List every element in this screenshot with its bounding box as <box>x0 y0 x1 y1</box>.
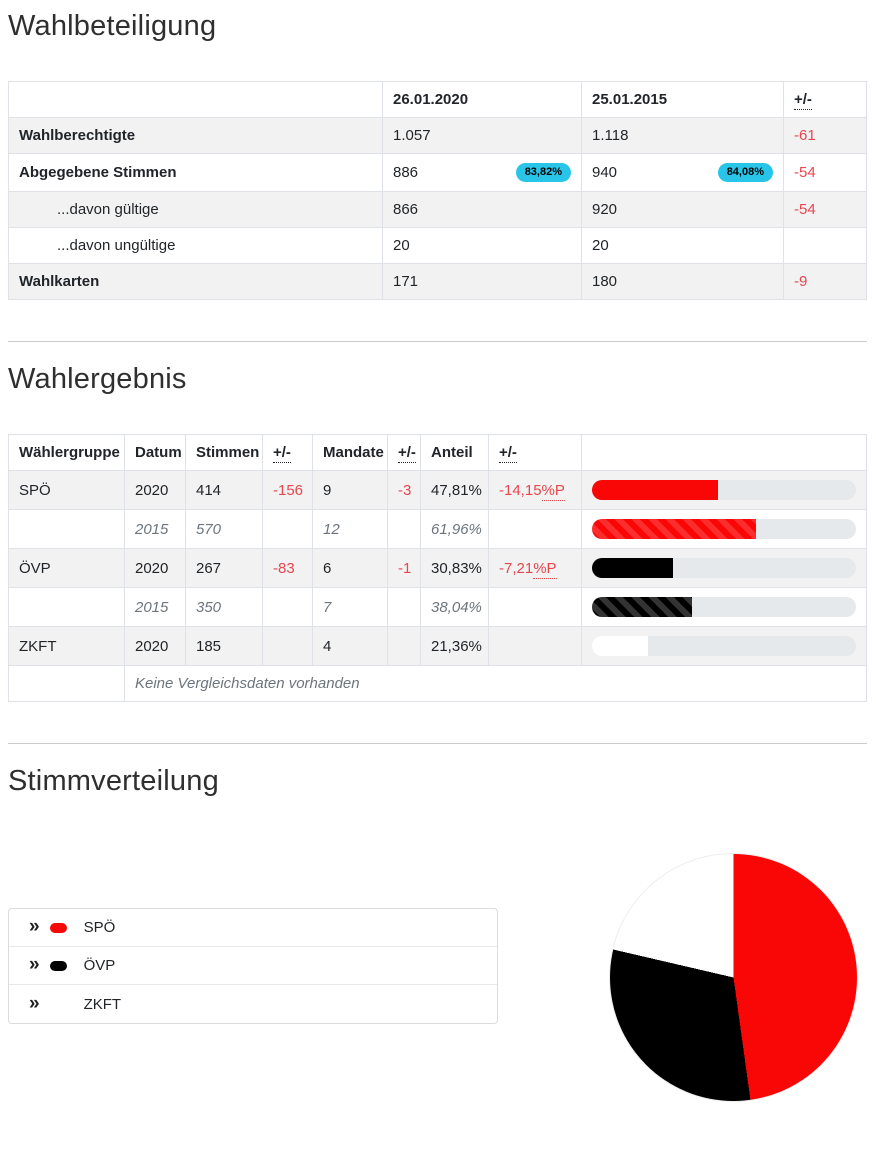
turnout-header-diff <box>784 82 867 118</box>
anteil: 21,36% <box>421 627 489 666</box>
stimmen: 414 <box>186 471 263 510</box>
value-2020: 866 <box>383 192 582 228</box>
table-row-wahlkarten <box>9 264 867 300</box>
value-diff <box>784 228 867 264</box>
value-2020-number: 886 <box>393 164 419 181</box>
share-bar-cell <box>582 627 867 666</box>
table-row-ovp-2020 <box>9 549 867 588</box>
datum: 2015 <box>125 510 186 549</box>
legend-label: SPÖ <box>83 919 116 936</box>
value-2015 <box>582 154 784 192</box>
share-bar-track <box>592 558 856 578</box>
datum: 2020 <box>125 471 186 510</box>
percent-points-abbr: %P <box>533 559 557 577</box>
double-chevron-icon: » <box>29 992 40 1014</box>
anteil: 30,83% <box>421 549 489 588</box>
anteil-diff <box>489 510 582 549</box>
mandate: 12 <box>313 510 388 549</box>
legend-item-zkft[interactable] <box>9 985 497 1023</box>
turnout-table <box>8 81 867 300</box>
value-2015-number: 940 <box>592 164 618 181</box>
anteil-diff <box>489 588 582 627</box>
value-diff: -61 <box>784 118 867 154</box>
stimmen-diff <box>263 627 313 666</box>
party-name: ZKFT <box>9 627 125 666</box>
percent-points-abbr: %P <box>541 481 565 499</box>
share-bar-cell <box>582 549 867 588</box>
mandate-diff <box>388 627 421 666</box>
double-chevron-icon: » <box>29 916 40 937</box>
legend-label: ÖVP <box>83 957 116 974</box>
plus-minus-abbr: +/- <box>499 444 517 461</box>
anteil-diff <box>489 549 582 588</box>
legend-item-spo[interactable] <box>9 909 497 947</box>
mandate-diff <box>388 510 421 549</box>
anteil-diff-value: -14,15 <box>499 481 542 499</box>
results-header-mandate-diff <box>388 435 421 471</box>
row-label: Wahlkarten <box>9 264 383 300</box>
no-comparison-note: Keine Vergleichsdaten vorhanden <box>125 666 867 702</box>
anteil: 38,04% <box>421 588 489 627</box>
share-bar-cell <box>582 588 867 627</box>
turnout-header-empty <box>9 82 383 118</box>
value-2020: 1.057 <box>383 118 582 154</box>
share-bar-cell <box>582 471 867 510</box>
pie-chart <box>610 854 857 1101</box>
stimmen-diff <box>263 510 313 549</box>
row-label: ...davon gültige <box>9 192 383 228</box>
results-table <box>8 434 867 702</box>
stimmen-diff: -83 <box>263 549 313 588</box>
row-label: ...davon ungültige <box>9 228 383 264</box>
value-2015: 920 <box>582 192 784 228</box>
value-diff: -54 <box>784 192 867 228</box>
double-chevron-icon: » <box>29 954 40 975</box>
results-section-title: Wahlergebnis <box>8 363 187 395</box>
row-label: Abgegebene Stimmen <box>9 154 383 192</box>
results-header-anteil: Anteil <box>421 435 489 471</box>
stimmen: 267 <box>186 549 263 588</box>
results-header-bar <box>582 435 867 471</box>
table-row-davon-gueltige <box>9 192 867 228</box>
results-header-mandate: Mandate <box>313 435 388 471</box>
party-name: ÖVP <box>9 549 125 588</box>
table-row-wahlberechtigte <box>9 118 867 154</box>
stimmen: 350 <box>186 588 263 627</box>
party-name <box>9 588 125 627</box>
stimmen-diff: -156 <box>263 471 313 510</box>
turnout-section-title: Wahlbeteiligung <box>8 10 217 42</box>
results-header-datum: Datum <box>125 435 186 471</box>
mandate: 9 <box>313 471 388 510</box>
party-name <box>9 510 125 549</box>
share-bar-striped <box>592 597 692 617</box>
anteil-diff <box>489 471 582 510</box>
results-header-stimmen-diff <box>263 435 313 471</box>
color-swatch-zkft <box>50 999 67 1009</box>
anteil-diff <box>489 627 582 666</box>
legend-item-ovp[interactable] <box>9 947 497 985</box>
results-header-row <box>9 435 867 471</box>
datum: 2020 <box>125 627 186 666</box>
color-swatch-spo <box>50 923 67 933</box>
stimmen: 185 <box>186 627 263 666</box>
share-bar-striped <box>592 519 756 539</box>
value-2020: 20 <box>383 228 582 264</box>
mandate: 4 <box>313 627 388 666</box>
plus-minus-abbr: +/- <box>794 91 812 108</box>
legend-label: ZKFT <box>83 995 122 1013</box>
value-diff: -9 <box>784 264 867 300</box>
mandate-diff <box>388 588 421 627</box>
share-bar-cell <box>582 510 867 549</box>
stimmen: 570 <box>186 510 263 549</box>
value-2020: 171 <box>383 264 582 300</box>
turnout-header-row <box>9 82 867 118</box>
plus-minus-abbr: +/- <box>273 444 291 461</box>
share-bar <box>592 636 648 656</box>
plus-minus-abbr: +/- <box>398 444 416 461</box>
share-bar-track <box>592 636 856 656</box>
distribution-section-title: Stimmverteilung <box>8 765 219 797</box>
divider <box>8 743 867 744</box>
table-row-zkft-2020 <box>9 627 867 666</box>
datum: 2015 <box>125 588 186 627</box>
turnout-percent-badge-2015: 84,08% <box>718 163 773 182</box>
share-bar-track <box>592 519 856 539</box>
value-2020 <box>383 154 582 192</box>
mandate-diff: -1 <box>388 549 421 588</box>
turnout-header-2020: 26.01.2020 <box>383 82 582 118</box>
divider <box>8 341 867 342</box>
share-bar-track <box>592 480 856 500</box>
mandate: 7 <box>313 588 388 627</box>
mandate: 6 <box>313 549 388 588</box>
anteil-diff-value: -7,21 <box>499 559 534 577</box>
legend-box <box>8 908 498 1024</box>
anteil: 47,81% <box>421 471 489 510</box>
stimmen-diff <box>263 588 313 627</box>
table-row-spo-2015 <box>9 510 867 549</box>
mandate-diff: -3 <box>388 471 421 510</box>
table-row-davon-ungueltige <box>9 228 867 264</box>
anteil: 61,96% <box>421 510 489 549</box>
color-swatch-ovp <box>50 961 67 971</box>
turnout-percent-badge-2020: 83,82% <box>516 163 571 182</box>
party-name <box>9 666 125 702</box>
party-name: SPÖ <box>9 471 125 510</box>
results-header-party: Wählergruppe <box>9 435 125 471</box>
share-bar <box>592 558 673 578</box>
table-row-abgegebene-stimmen <box>9 154 867 192</box>
share-bar <box>592 480 718 500</box>
distribution-content <box>8 836 867 1101</box>
datum: 2020 <box>125 549 186 588</box>
share-bar-track <box>592 597 856 617</box>
table-row-ovp-2015 <box>9 588 867 627</box>
table-row-spo-2020 <box>9 471 867 510</box>
results-header-stimmen: Stimmen <box>186 435 263 471</box>
value-2015: 20 <box>582 228 784 264</box>
value-2015: 180 <box>582 264 784 300</box>
row-label: Wahlberechtigte <box>9 118 383 154</box>
turnout-header-2015: 25.01.2015 <box>582 82 784 118</box>
value-diff: -54 <box>784 154 867 192</box>
value-2015: 1.118 <box>582 118 784 154</box>
table-row-no-comparison <box>9 666 867 702</box>
results-header-anteil-diff <box>489 435 582 471</box>
